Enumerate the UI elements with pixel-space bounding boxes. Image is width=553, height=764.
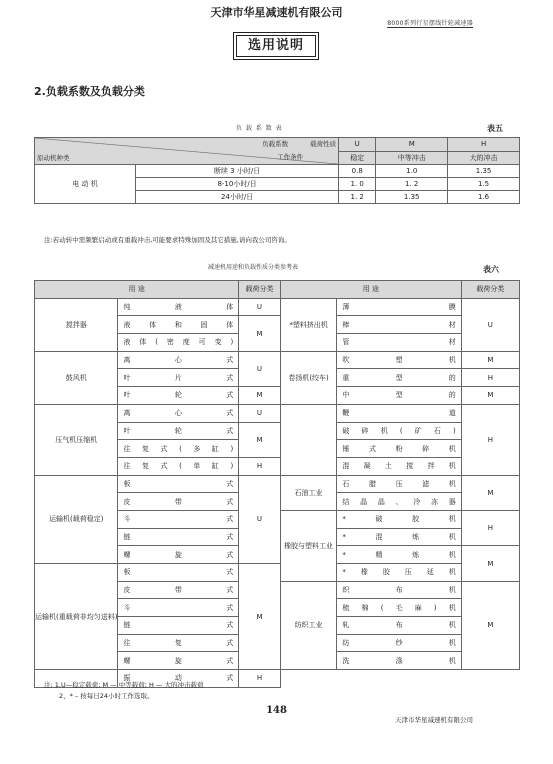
item-cell: 离心式 <box>118 404 239 422</box>
diag-prime-mover: 原动机种类 <box>37 154 70 162</box>
category-cell: 运输机(重载荷非均匀送料) <box>35 564 118 670</box>
cond-cell: 8-10小时/日 <box>136 178 339 191</box>
table5-caption: 负 载 系 数 表 <box>236 125 283 132</box>
table-row <box>35 475 520 493</box>
item-cell: *混炼机 <box>337 528 461 546</box>
col-u: U <box>339 138 376 152</box>
item-cell: 石腊压滤机 <box>337 475 461 493</box>
table-row <box>35 351 520 369</box>
load-cell: M <box>461 387 519 405</box>
diag-load-nature: 载荷性质 <box>310 140 337 148</box>
table5-label: 表五 <box>487 124 503 133</box>
load-cell: H <box>461 369 519 387</box>
value-cell: 1.35 <box>448 165 520 178</box>
category-cell: 卷扬机(绞车) <box>280 351 337 404</box>
subcol-stable: 稳定 <box>339 151 376 165</box>
category-cell <box>280 404 337 475</box>
load-cell: M <box>461 546 519 581</box>
item-cell: 纯液体 <box>118 298 239 316</box>
item-cell: 叶片式 <box>118 369 239 387</box>
cond-cell: 24小时/日 <box>136 191 339 204</box>
item-cell: 鞭道 <box>337 404 461 422</box>
table-row <box>35 404 520 422</box>
item-cell: 结晶晶、冷冻器 <box>337 493 461 511</box>
footnote-1: 注: 1.U—稳定载荷; M — 中等载荷; H — 大的冲击载荷 <box>44 681 204 689</box>
load-cell: M <box>461 475 519 510</box>
item-cell: 链式 <box>118 528 239 546</box>
load-cell: U <box>239 475 281 563</box>
table5-diagonal-header <box>35 138 339 165</box>
load-cell: M <box>461 351 519 369</box>
load-cell: H <box>461 510 519 545</box>
value-cell: 1. 2 <box>376 178 448 191</box>
col-m: M <box>376 138 448 152</box>
item-cell: *精炼机 <box>337 546 461 564</box>
item-cell: 梳棉(毛麻)机 <box>337 599 461 617</box>
table6-caption: 减速机用途和负载性质分类参考表 <box>208 264 299 271</box>
value-cell: 1. 0 <box>339 178 376 191</box>
value-cell: 1.6 <box>448 191 520 204</box>
category-cell: *塑料挤出机 <box>280 298 337 351</box>
company-name-footer: 天津市华星减速机有限公司 <box>395 716 473 724</box>
item-cell: 中型的 <box>337 387 461 405</box>
value-cell: 1.35 <box>376 191 448 204</box>
item-cell: 织布机 <box>337 581 461 599</box>
value-cell: 1.5 <box>448 178 520 191</box>
load-cell: U <box>239 404 281 422</box>
usage-load-table <box>34 280 520 688</box>
value-cell: 1.0 <box>376 165 448 178</box>
item-cell: 皮带式 <box>118 581 239 599</box>
diag-work-cond: 工作条件 <box>277 153 304 161</box>
subcol-medium: 中等冲击 <box>376 151 448 165</box>
item-cell: 重型的 <box>337 369 461 387</box>
load-cell: H <box>239 457 281 475</box>
item-cell: 斗式 <box>118 510 239 528</box>
table-row <box>35 165 520 178</box>
section-title: 选用说明 <box>236 35 316 57</box>
item-cell: 液体(密度可变) <box>118 334 239 352</box>
col-h: H <box>448 138 520 152</box>
category-cell: 橡胶与塑料工业 <box>280 510 337 581</box>
item-cell: 往复式 <box>118 634 239 652</box>
item-cell: 板式 <box>118 475 239 493</box>
item-cell: 棒材 <box>337 316 461 334</box>
cond-cell: 断续 3 小时/日 <box>136 165 339 178</box>
category-cell: 搅拌器 <box>35 298 118 351</box>
load-cell: M <box>239 564 281 670</box>
item-cell: 吹塑机 <box>337 351 461 369</box>
table-row <box>35 298 520 316</box>
load-cell: U <box>461 298 519 351</box>
category-cell: 纺织工业 <box>280 581 337 669</box>
category-cell: 石油工业 <box>280 475 337 510</box>
table5-note: 注:若动转中需频繁启动或有重载冲击,可能要求特殊加固及其它措施,请向我公司咨询。 <box>44 236 291 244</box>
section-heading: 2.负载系数及负载分类 <box>34 85 145 98</box>
load-cell: U <box>239 351 281 386</box>
footnote-2: 2、* – 按每日24小时工作选取。 <box>59 692 154 700</box>
load-cell: M <box>461 581 519 669</box>
category-cell: 运输机(载荷稳定) <box>35 475 118 563</box>
series-subtitle: 8000系列行星摆线针轮减速器 <box>387 20 473 27</box>
table6-label: 表六 <box>483 265 499 274</box>
table-row <box>35 564 520 582</box>
page-number: 148 <box>266 705 287 716</box>
item-cell: 液体和固体 <box>118 316 239 334</box>
header-load-right: 载荷分类 <box>461 281 519 299</box>
load-cell: H <box>239 670 281 688</box>
item-cell: *橡胶压延机 <box>337 564 461 582</box>
item-cell: 往复式(单缸) <box>118 457 239 475</box>
item-cell: 链式 <box>118 617 239 635</box>
item-cell: 振动式 <box>118 670 239 688</box>
item-cell: 叶轮式 <box>118 387 239 405</box>
item-cell: 叶轮式 <box>118 422 239 440</box>
item-cell: 混凝土搅拌机 <box>337 457 461 475</box>
item-cell: 板式 <box>118 564 239 582</box>
header-load-left: 载荷分类 <box>239 281 281 299</box>
load-cell: U <box>239 298 281 316</box>
item-cell: 轧布机 <box>337 617 461 635</box>
item-cell: 往复式(多缸) <box>118 440 239 458</box>
company-name-header: 天津市华星减速机有限公司 <box>210 6 343 19</box>
item-cell: 薄膜 <box>337 298 461 316</box>
load-cell: M <box>239 422 281 457</box>
category-cell: 压气机压缩机 <box>35 404 118 475</box>
header-use-left: 用 途 <box>35 281 239 299</box>
subcol-heavy: 大的冲击 <box>448 151 520 165</box>
item-cell: *破胶机 <box>337 510 461 528</box>
item-cell: 纺纱机 <box>337 634 461 652</box>
category-cell: 鼓风机 <box>35 351 118 404</box>
load-factor-table <box>34 137 520 204</box>
item-cell: 锤式粉碎机 <box>337 440 461 458</box>
item-cell: 螺旋式 <box>118 652 239 670</box>
header-use-right: 用 途 <box>280 281 461 299</box>
item-cell: 螺旋式 <box>118 546 239 564</box>
load-cell: M <box>239 316 281 351</box>
item-cell: 破碎机(矿石) <box>337 422 461 440</box>
diag-load-factor: 负载系数 <box>262 140 289 148</box>
motor-cell: 电 动 机 <box>35 165 136 204</box>
item-cell: 洗涤机 <box>337 652 461 670</box>
load-cell: H <box>461 404 519 475</box>
item-cell: 斗式 <box>118 599 239 617</box>
item-cell: 管材 <box>337 334 461 352</box>
empty-cell <box>280 670 519 688</box>
load-cell: M <box>239 387 281 405</box>
value-cell: 0.8 <box>339 165 376 178</box>
value-cell: 1. 2 <box>339 191 376 204</box>
item-cell: 皮带式 <box>118 493 239 511</box>
item-cell: 离心式 <box>118 351 239 369</box>
